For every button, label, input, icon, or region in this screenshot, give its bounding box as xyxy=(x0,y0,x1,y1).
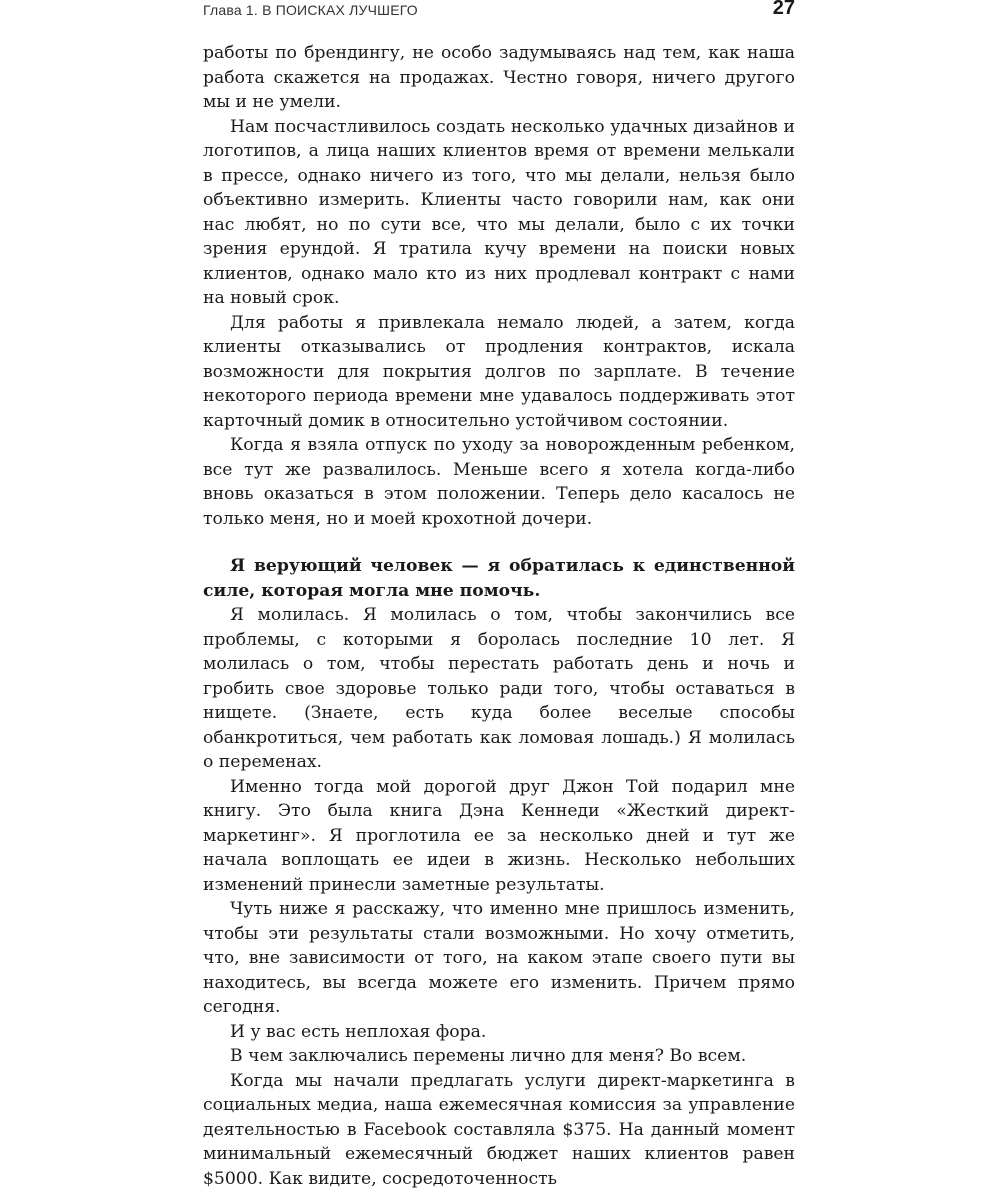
paragraph: И у вас есть неплохая фора. xyxy=(203,1020,795,1045)
paragraph: Для работы я привлекала немало людей, а затем, когда клиенты отказывались от продления контрактов, искала возможности для покрытия долгов по зарплате. В течение некоторого периода времени мне удавалось поддерживать этот карточный домик в относительно устойчивом состоянии. xyxy=(203,311,795,434)
bold-paragraph: Я верующий человек — я обратилась к единственной силе, которая могла мне помочь. xyxy=(203,554,795,603)
paragraph: Чуть ниже я расскажу, что именно мне пришлось изменить, чтобы эти результаты стали возможными. Но хочу отметить, что, вне зависимости от того, на каком этапе своего пути вы находитесь, вы всегда можете его изменить. Причем прямо сегодня. xyxy=(203,897,795,1020)
page-body xyxy=(203,41,795,1191)
paragraph: В чем заключались перемены лично для меня? Во всем. xyxy=(203,1044,795,1069)
running-header: Глава 1. В ПОИСКАХ ЛУЧШЕГО xyxy=(203,2,418,18)
page-number: 27 xyxy=(773,0,795,20)
paragraph: Когда мы начали предлагать услуги директ-маркетинга в социальных медиа, наша ежемесячная комиссия за управление деятельностью в Facebook составляла $375. На данный момент минимальный ежемесячный бюджет наших клиентов равен $5000. Как видите, сосредоточенность xyxy=(203,1069,795,1191)
paragraph: Я молилась. Я молилась о том, чтобы закончились все проблемы, с которыми я боролась последние 10 лет. Я молилась о том, чтобы перестать работать день и ночь и гробить свое здоровье только ради того, чтобы оставаться в нищете. (Знаете, есть куда более веселые способы обанкротиться, чем работать как ломовая лошадь.) Я молилась о переменах. xyxy=(203,603,795,775)
paragraph: Когда я взяла отпуск по уходу за новорожденным ребенком, все тут же развалилось. Меньше всего я хотела когда-либо вновь оказаться в этом положении. Теперь дело касалось не только меня, но и моей крохотной дочери. xyxy=(203,433,795,531)
paragraph-continued: работы по брендингу, не особо задумываясь над тем, как наша работа скажется на продажах. Честно говоря, ничего другого мы и не умели. xyxy=(203,41,795,115)
paragraph: Именно тогда мой дорогой друг Джон Той подарил мне книгу. Это была книга Дэна Кеннеди «Жесткий директ-маркетинг». Я проглотила ее за несколько дней и тут же начала воплощать ее идеи в жизнь. Несколько небольших изменений принесли заметные результаты. xyxy=(203,775,795,898)
paragraph: Нам посчастливилось создать несколько удачных дизайнов и логотипов, а лица наших клиентов время от времени мелькали в прессе, однако ничего из того, что мы делали, нельзя было объективно измерить. Клиенты часто говорили нам, как они нас любят, но по сути все, что мы делали, было с их точки зрения ерундой. Я тратила кучу времени на поиски новых клиентов, однако мало кто из них продлевал контракт с нами на новый срок. xyxy=(203,115,795,311)
